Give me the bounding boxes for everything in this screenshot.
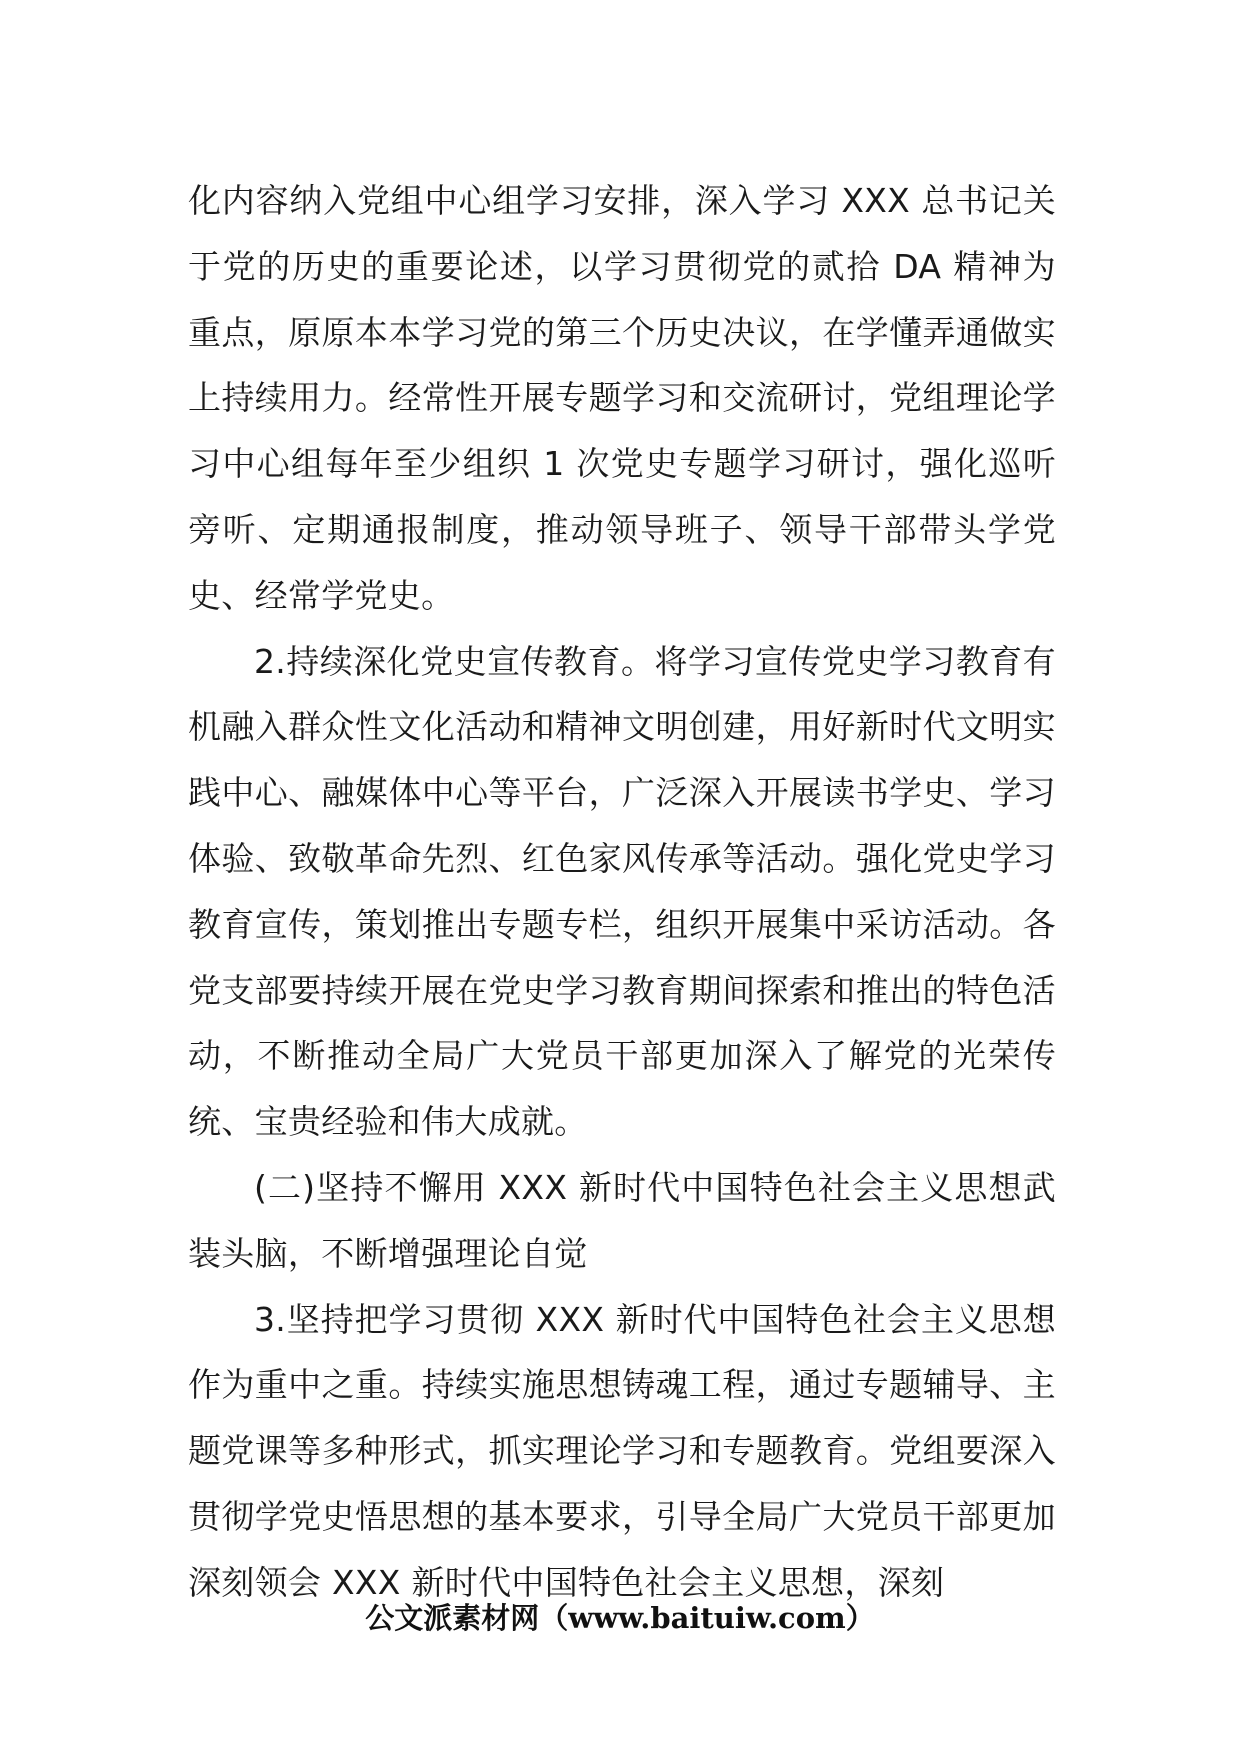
paragraph-3: 3.坚持把学习贯彻 XXX 新时代中国特色社会主义思想作为重中之重。持续实施思想铸魂工程，通过专题辅导、主题党课等多种形式，抓实理论学习和专题教育。党组要深入贯彻学党史悟思想的基本要求，引导全局广大党员干部更加深刻领会 XXX 新时代中国特色社会主义思想，深刻: [188, 1299, 1056, 1602]
paragraph-1: 化内容纳入党组中心组学习安排，深入学习 XXX 总书记关于党的历史的重要论述，以学习贯彻党的贰拾 DA 精神为重点，原原本本学习党的第三个历史决议，在学懂弄通做实上持续用力。经常性开展专题学习和交流研讨，党组理论学习中心组每年至少组织 1 次党史专题学习研讨，强化巡听旁听、定期通报制度，推动领导班子、领导干部带头学党史、经常学党史。: [188, 181, 1056, 615]
paragraph-2: 2.持续深化党史宣传教育。将学习宣传党史学习教育有机融入群众性文化活动和精神文明创建，用好新时代文明实践中心、融媒体中心等平台，广泛深入开展读书学史、学习体验、致敬革命先烈、红色家风传承等活动。强化党史学习教育宣传，策划推出专题专栏，组织开展集中采访活动。各党支部要持续开展在党史学习教育期间探索和推出的特色活动，不断推动全局广大党员干部更加深入了解党的光荣传统、宝贵经验和伟大成就。: [188, 641, 1056, 1142]
document-body: [188, 168, 1056, 1616]
footer-watermark: [0, 1596, 1240, 1637]
footer-text: 公文派素材网（www.baituiw.com）: [365, 1601, 875, 1635]
section-heading-2: (二)坚持不懈用 XXX 新时代中国特色社会主义思想武装头脑，不断增强理论自觉: [188, 1167, 1056, 1273]
